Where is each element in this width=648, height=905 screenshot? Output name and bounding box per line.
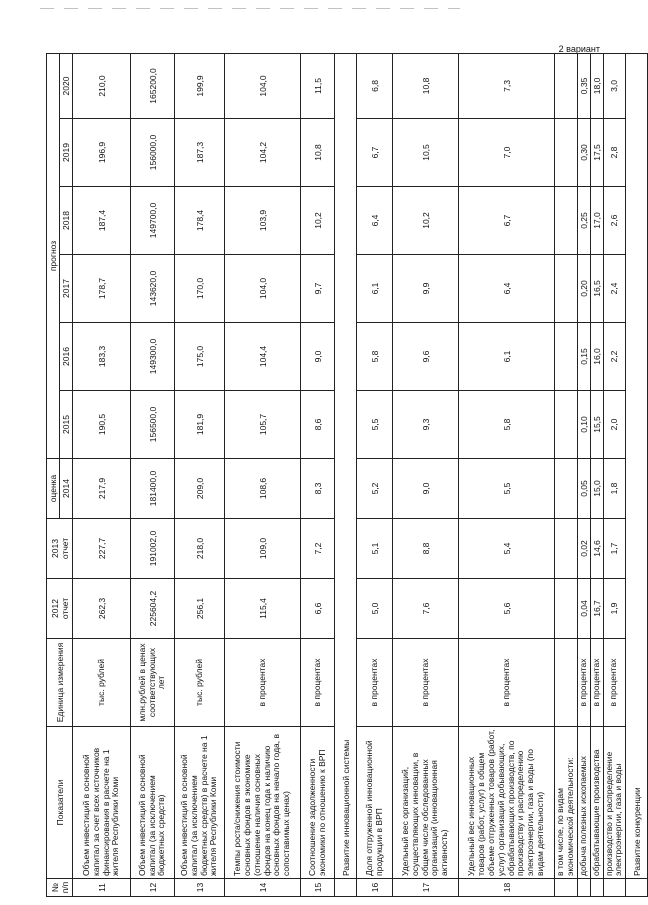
- value-cell: 5,0: [357, 579, 393, 639]
- value-cell: 149700,0: [131, 187, 175, 255]
- value-cell: 2,4: [603, 255, 626, 323]
- value-cell: 109,0: [225, 519, 301, 579]
- value-cell: 6,4: [357, 187, 393, 255]
- value-cell: 181,9: [175, 391, 225, 459]
- unit-cell: в процентах: [459, 639, 555, 727]
- indicator-name: производство и распределение электроэнергии, газа и воды: [603, 727, 626, 879]
- value-cell: 5,8: [459, 391, 555, 459]
- value-cell: 9,9: [393, 255, 459, 323]
- value-cell: 1,8: [603, 459, 626, 519]
- value-cell: 6,1: [459, 323, 555, 391]
- row-number: 12: [131, 879, 175, 897]
- indicator-name: Объем инвестиций в основной капитал (за исключением бюджетных средств): [131, 727, 175, 879]
- value-cell: 196,9: [73, 119, 131, 187]
- value-cell: 2,2: [603, 323, 626, 391]
- value-cell: 15,0: [590, 459, 603, 519]
- value-cell: [555, 391, 578, 459]
- table-row: [131, 53, 175, 896]
- value-cell: 178,4: [175, 187, 225, 255]
- value-cell: 9,0: [301, 323, 335, 391]
- value-cell: 9,7: [301, 255, 335, 323]
- value-cell: [555, 579, 578, 639]
- header-year: 2020: [60, 53, 73, 118]
- value-cell: 5,6: [459, 579, 555, 639]
- value-cell: 5,5: [459, 459, 555, 519]
- value-cell: 10,2: [393, 187, 459, 255]
- value-cell: [555, 53, 578, 118]
- section-num: [626, 879, 648, 897]
- value-cell: [555, 459, 578, 519]
- value-cell: 156000,0: [131, 119, 175, 187]
- row-number: 16: [357, 879, 393, 897]
- rotated-table-wrapper: [46, 54, 642, 897]
- row-number: [555, 879, 578, 897]
- value-cell: 11,5: [301, 53, 335, 118]
- row-number: [603, 879, 626, 897]
- value-cell: 181400,0: [131, 459, 175, 519]
- value-cell: 262,3: [73, 579, 131, 639]
- value-cell: 6,8: [357, 53, 393, 118]
- value-cell: 0,10: [577, 391, 590, 459]
- table-row: [175, 53, 225, 896]
- value-cell: [555, 119, 578, 187]
- value-cell: 191002,0: [131, 519, 175, 579]
- indicator-name: добыча полезных ископаемых: [577, 727, 590, 879]
- table-row: [393, 53, 459, 896]
- value-cell: 103,9: [225, 187, 301, 255]
- value-cell: 7,6: [393, 579, 459, 639]
- value-cell: 6,4: [459, 255, 555, 323]
- value-cell: 8,6: [301, 391, 335, 459]
- section-num: [335, 879, 357, 897]
- value-cell: 190,5: [73, 391, 131, 459]
- table-row: [459, 53, 555, 896]
- value-cell: 104,0: [225, 53, 301, 118]
- unit-cell: тыс. рублей: [73, 639, 131, 727]
- unit-cell: в процентах: [603, 639, 626, 727]
- value-cell: 115,4: [225, 579, 301, 639]
- value-cell: 9,3: [393, 391, 459, 459]
- value-cell: 5,2: [357, 459, 393, 519]
- row-number: 18: [459, 879, 555, 897]
- value-cell: 217,9: [73, 459, 131, 519]
- value-cell: 5,5: [357, 391, 393, 459]
- unit-cell: в процентах: [357, 639, 393, 727]
- table-row: [357, 53, 393, 896]
- value-cell: 10,8: [301, 119, 335, 187]
- indicator-name: Темпы роста/снижения стоимости основных фондов в экономике (отношение наличия основных фондов на конец года к наличию основных фондов на начало года, в сопоставимых ценах): [225, 727, 301, 879]
- value-cell: 104,0: [225, 255, 301, 323]
- row-number: 15: [301, 879, 335, 897]
- value-cell: 227,7: [73, 519, 131, 579]
- value-cell: 7,0: [459, 119, 555, 187]
- value-cell: 256,1: [175, 579, 225, 639]
- unit-cell: в процентах: [301, 639, 335, 727]
- value-cell: [555, 323, 578, 391]
- header-2012: 2012 отчет: [47, 579, 73, 639]
- header-year: 2016: [60, 323, 73, 391]
- value-cell: 8,8: [393, 519, 459, 579]
- value-cell: 3,0: [603, 53, 626, 118]
- value-cell: 0,20: [577, 255, 590, 323]
- table-row: [301, 53, 335, 896]
- value-cell: 0,35: [577, 53, 590, 118]
- table-body: [73, 53, 648, 896]
- scan-artifact-line: [40, 8, 460, 9]
- row-number: 13: [175, 879, 225, 897]
- section-row: [626, 53, 648, 896]
- unit-cell: [555, 639, 578, 727]
- unit-cell: в процентах: [225, 639, 301, 727]
- sub-row: [555, 53, 578, 896]
- unit-cell: тыс. рублей: [175, 639, 225, 727]
- value-cell: 183,3: [73, 323, 131, 391]
- value-cell: 16,7: [590, 579, 603, 639]
- sub-row: [577, 53, 590, 896]
- row-number: 14: [225, 879, 301, 897]
- indicator-name: в том числе, по видам экономической деятельности:: [555, 727, 578, 879]
- value-cell: 7,2: [301, 519, 335, 579]
- value-cell: 5,1: [357, 519, 393, 579]
- header-unit: Единица измерения: [47, 639, 73, 727]
- indicator-name: Объем инвестиций в основной капитал за счет всех источников финансирования в расчете на 1 жителя Республики Коми: [73, 727, 131, 879]
- value-cell: 15,5: [590, 391, 603, 459]
- section-competition: Развитие конкуренции: [626, 53, 648, 878]
- value-cell: 16,0: [590, 323, 603, 391]
- value-cell: 210,0: [73, 53, 131, 118]
- value-cell: 10,2: [301, 187, 335, 255]
- unit-cell: в процентах: [577, 639, 590, 727]
- value-cell: [555, 187, 578, 255]
- value-cell: 105,7: [225, 391, 301, 459]
- section-innovation: Развитие инновационной системы: [335, 53, 357, 878]
- indicator-name: Доля отгруженной инновационной продукции в ВРП: [357, 727, 393, 879]
- value-cell: 6,7: [459, 187, 555, 255]
- value-cell: 104,2: [225, 119, 301, 187]
- indicator-name: Удельный вес организаций, осуществляющих инновации, в общем числе обследованных организаций (инновационная активность): [393, 727, 459, 879]
- value-cell: [555, 519, 578, 579]
- section-row: [335, 53, 357, 896]
- header-estimate: оценка: [47, 459, 60, 519]
- table-row: [73, 53, 131, 896]
- value-cell: 218,0: [175, 519, 225, 579]
- sub-row: [603, 53, 626, 896]
- value-cell: 5,4: [459, 519, 555, 579]
- value-cell: 9,0: [393, 459, 459, 519]
- value-cell: 2,6: [603, 187, 626, 255]
- value-cell: 149300,0: [131, 323, 175, 391]
- value-cell: 6,7: [357, 119, 393, 187]
- header-year: 2017: [60, 255, 73, 323]
- indicator-name: Объем инвестиций в основной капитал (за исключением бюджетных средств) в расчете на 1 жителя Республики Коми: [175, 727, 225, 879]
- header-2014: 2014: [60, 459, 73, 519]
- row-number: [577, 879, 590, 897]
- sub-row: [590, 53, 603, 896]
- indicator-name: Удельный вес инновационных товаров (работ, услуг) в общем объеме отгруженных товаров (работ, услуг) организаций добывающих, обрабатывающих производств, по производству и распределению электроэнергии, газа и воды (по видам деятельности): [459, 727, 555, 879]
- value-cell: 0,02: [577, 519, 590, 579]
- value-cell: 10,8: [393, 53, 459, 118]
- value-cell: 187,4: [73, 187, 131, 255]
- value-cell: 2,0: [603, 391, 626, 459]
- header-year: 2015: [60, 391, 73, 459]
- header-indicator: Показатели: [47, 727, 73, 879]
- value-cell: 156500,0: [131, 391, 175, 459]
- row-number: [590, 879, 603, 897]
- value-cell: 6,1: [357, 255, 393, 323]
- value-cell: 199,9: [175, 53, 225, 118]
- value-cell: 1,9: [603, 579, 626, 639]
- value-cell: 0,30: [577, 119, 590, 187]
- value-cell: 9,6: [393, 323, 459, 391]
- value-cell: 0,04: [577, 579, 590, 639]
- value-cell: 108,6: [225, 459, 301, 519]
- value-cell: 0,15: [577, 323, 590, 391]
- value-cell: 209,0: [175, 459, 225, 519]
- header-num: № п/п: [47, 879, 73, 897]
- value-cell: 16,5: [590, 255, 603, 323]
- value-cell: 17,0: [590, 187, 603, 255]
- header-forecast: прогноз: [47, 53, 60, 458]
- value-cell: 143620,0: [131, 255, 175, 323]
- value-cell: 178,7: [73, 255, 131, 323]
- value-cell: 18,0: [590, 53, 603, 118]
- row-number: 11: [73, 879, 131, 897]
- row-number: 17: [393, 879, 459, 897]
- value-cell: 1,7: [603, 519, 626, 579]
- table-row: [225, 53, 301, 896]
- indicators-table: [46, 53, 648, 897]
- value-cell: 17,5: [590, 119, 603, 187]
- value-cell: 175,0: [175, 323, 225, 391]
- value-cell: 0,05: [577, 459, 590, 519]
- unit-cell: в процентах: [590, 639, 603, 727]
- unit-cell: млн.рублей в ценах соответствующих лет: [131, 639, 175, 727]
- value-cell: 0,25: [577, 187, 590, 255]
- value-cell: 2,8: [603, 119, 626, 187]
- value-cell: 10,5: [393, 119, 459, 187]
- variant-label: 2 вариант: [558, 44, 600, 54]
- value-cell: 7,3: [459, 53, 555, 118]
- value-cell: 5,8: [357, 323, 393, 391]
- value-cell: 6,6: [301, 579, 335, 639]
- header-year: 2018: [60, 187, 73, 255]
- indicator-name: обрабатывающие производства: [590, 727, 603, 879]
- value-cell: 170,0: [175, 255, 225, 323]
- header-2013: 2013 отчет: [47, 519, 73, 579]
- value-cell: 225604,2: [131, 579, 175, 639]
- value-cell: [555, 255, 578, 323]
- unit-cell: в процентах: [393, 639, 459, 727]
- indicator-name: Соотношение задолженности экономики по отношению к ВРП: [301, 727, 335, 879]
- value-cell: 187,3: [175, 119, 225, 187]
- header-year: 2019: [60, 119, 73, 187]
- value-cell: 8,3: [301, 459, 335, 519]
- value-cell: 104,4: [225, 323, 301, 391]
- value-cell: 14,6: [590, 519, 603, 579]
- value-cell: 165200,0: [131, 53, 175, 118]
